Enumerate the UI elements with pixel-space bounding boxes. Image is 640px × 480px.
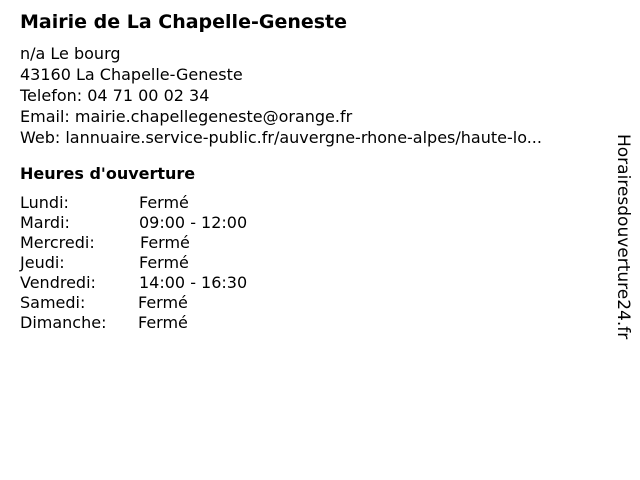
day-hours: Fermé [140,233,190,252]
day-hours: 09:00 - 12:00 [139,213,248,232]
opening-hours-heading: Heures d'ouverture [20,164,196,183]
day-label: Samedi: [20,293,86,312]
web-line: Web: lannuaire.service-public.fr/auvergne-rhone-alpes/haute-lo... [20,128,542,147]
contact-info [20,43,542,148]
day-hours: Fermé [138,313,188,332]
email-line: Email: mairie.chapellegeneste@orange.fr [20,107,353,126]
address-line-2: 43160 La Chapelle-Geneste [20,65,243,84]
address-line-1: n/a Le bourg [20,44,121,63]
day-hours: 14:00 - 16:30 [139,273,248,292]
phone-line: Telefon: 04 71 00 02 34 [20,86,210,105]
day-hours: Fermé [138,293,188,312]
page-title: Mairie de La Chapelle-Geneste [20,11,348,33]
site-watermark: Horairesdouverture24.fr [613,134,633,340]
day-hours: Fermé [139,253,189,272]
day-label: Lundi: [20,193,69,212]
day-label: Jeudi: [20,253,65,272]
day-hours: Fermé [139,193,189,212]
day-label: Mercredi: [20,233,95,252]
day-label: Dimanche: [20,313,107,332]
day-label: Vendredi: [20,273,96,292]
day-label: Mardi: [20,213,70,232]
